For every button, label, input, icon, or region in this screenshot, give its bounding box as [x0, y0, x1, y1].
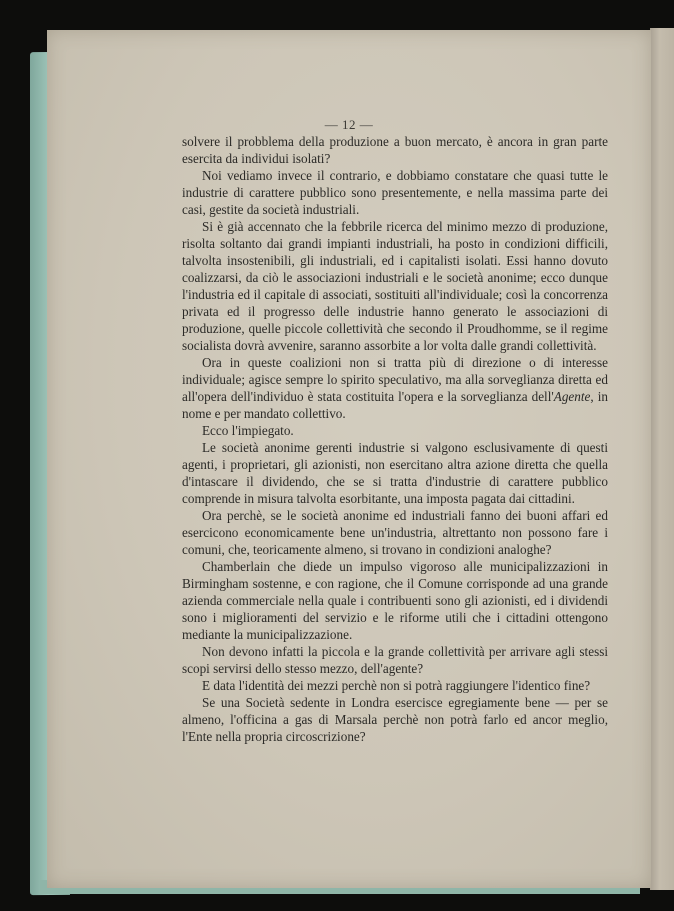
- paragraph: Non devono infatti la piccola e la grande collettività per arrivare agli stessi scopi servirsi dello stesso mezzo, dell'agente?: [182, 644, 608, 676]
- adjacent-page-edge: [650, 28, 674, 890]
- paragraph: Chamberlain che diede un impulso vigoroso alle municipalizzazioni in Birmingham sostenne, e con ragione, che il Comune corrisponde ad una grande azienda commerciale nella quale i contribuenti sono gli azionisti, ed i dividendi sono i miglioramenti del servizio e le riforme utili che i cittadini ottengono mediante la municipalizzazione.: [182, 559, 608, 642]
- paragraph: Si è già accennato che la febbrile ricerca del minimo mezzo di produzione, risolta soltanto dai grandi impianti industriali, ha posto in condizioni difficili, talvolta insostenibili, gli industriali, ed i capitalisti isolati. Essi hanno dovuto coalizzarsi, da ciò le associazioni industriali e le società anonime; ecco dunque l'industria ed il capitale di associati, sostituiti all'individuale; così la concorrenza privata ed il progresso delle industrie hanno generato le associazioni di produzione, quelle piccole collettività che secondo il Proudhomme, se il regime socialista dovrà avvenire, saranno assorbite a lor volta dalle grandi collettività.: [182, 219, 608, 353]
- paragraph-with-emphasis: [182, 354, 608, 422]
- paragraph: Ora perchè, se le società anonime ed industriali fanno dei buoni affari ed esercicono economicamente bene un'industria, altrettanto non possono fare i comuni, che, teoricamente almeno, si trovano in condizioni analoghe?: [182, 508, 608, 557]
- paragraph-text: , in nome e per mandato collettivo.: [182, 389, 608, 421]
- paragraph-text: Ora in queste coalizioni non si tratta più di direzione o di interesse individuale; agisce sempre lo spirito speculativo, ma alla sorveglianza diretta ed all'opera dell'individuo è stata costituita l'opera e la sorveglianza dell': [182, 355, 608, 404]
- paragraph: Ecco l'impiegato.: [202, 423, 294, 438]
- paragraph: solvere il probblema della produzione a buon mercato, è ancora in gran parte esercita da individui isolati?: [182, 134, 608, 166]
- document-page: [47, 30, 651, 888]
- paragraph: Se una Società sedente in Londra esercisce egregiamente bene — per se almeno, l'officina a gas di Marsala perchè non potrà farlo ed ancor meglio, l'Ente nella propria circoscrizione?: [182, 695, 608, 744]
- emphasized-term: Agente: [553, 389, 591, 404]
- paragraph: Le società anonime gerenti industrie si valgono esclusivamente di questi agenti, i proprietari, gli azionisti, non esercitano altra azione diretta che quella d'intascare il dividendo, che se si tratta d'industrie di carattere pubblico comprende in misura talvolta esorbitante, una imposta pagata dai cittadini.: [182, 440, 608, 506]
- paragraph: Noi vediamo invece il contrario, e dobbiamo constatare che quasi tutte le industrie di carattere pubblico sono presentemente, e nella massima parte dei casi, gestite da società industriali.: [182, 168, 608, 217]
- body-text: [182, 133, 608, 745]
- paragraph: E data l'identità dei mezzi perchè non si potrà raggiungere l'identico fine?: [202, 678, 591, 693]
- page-number: — 12 —: [324, 117, 374, 132]
